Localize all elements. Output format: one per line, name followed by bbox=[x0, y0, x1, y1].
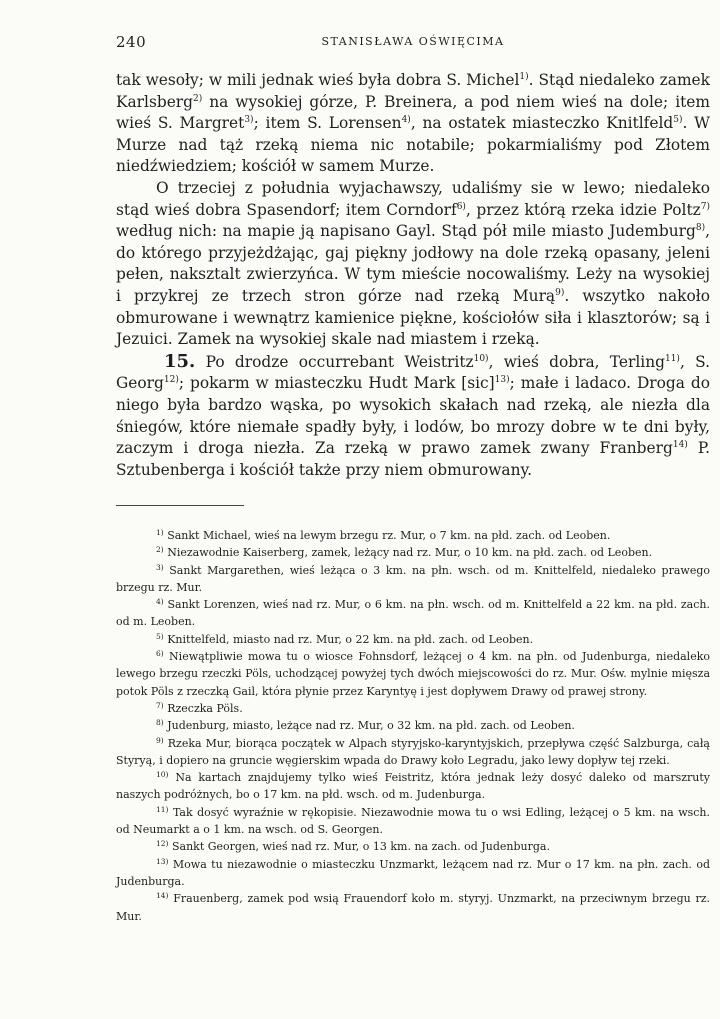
footnote-mark: 3) bbox=[156, 562, 164, 572]
footnote-mark: 12) bbox=[156, 839, 169, 849]
body-text: ; pokarm w miasteczku Hudt Mark [sic] bbox=[178, 374, 495, 393]
footnote-reference: 14) bbox=[672, 440, 688, 451]
footnote-text: Niezawodnie Kaiserberg, zamek, leżący nad rz. Mur, o 10 km. na płd. zach. od Leoben. bbox=[163, 546, 653, 560]
body-paragraph bbox=[116, 351, 710, 482]
main-text bbox=[116, 70, 710, 481]
footnote-mark: 7) bbox=[156, 700, 164, 710]
body-text: , na ostatek miasteczko Knitlfeld bbox=[410, 114, 674, 133]
footnote-mark: 9) bbox=[156, 735, 164, 745]
page-header bbox=[116, 33, 710, 53]
footnote-mark: 1) bbox=[156, 528, 164, 537]
body-text: , S. Georg bbox=[116, 352, 710, 393]
footnote-reference: 11) bbox=[664, 353, 680, 364]
footnotes bbox=[116, 527, 710, 925]
body-text: P. Sztubenberga i kościół także przy niem obmurowany. bbox=[116, 439, 710, 479]
footnote-reference: 10) bbox=[473, 353, 489, 364]
footnote bbox=[116, 856, 710, 891]
footnote-reference: 7) bbox=[700, 201, 710, 212]
footnote-reference: 12) bbox=[163, 375, 179, 386]
footnote-reference: 5) bbox=[673, 115, 683, 126]
footnote-text: Tak dosyć wyraźnie w rękopisie. Niezawodnie mowa tu o wsi Edling, leżącej o 5 km. na wsch. od Neumarkt a o 1 km. na wsch. od S. Georgen. bbox=[116, 805, 710, 837]
footnote bbox=[116, 838, 710, 855]
footnote-text: Knittelfeld, miasto nad rz. Mur, o 22 km. na płd. zach. od Leoben. bbox=[163, 632, 534, 646]
footnote-reference: 9) bbox=[555, 287, 565, 298]
footnote bbox=[116, 804, 710, 839]
body-paragraph bbox=[116, 70, 710, 178]
footnote-text: Rzeczka Pöls. bbox=[163, 701, 243, 715]
footnote-text: Judenburg, miasto, leżące nad rz. Mur, o 32 km. na płd. zach. od Leoben. bbox=[163, 719, 575, 733]
footnote-reference: 4) bbox=[401, 115, 411, 126]
body-paragraph bbox=[116, 178, 710, 351]
footnote-text: Frauenberg, zamek pod wsią Frauendorf koło m. styryj. Unzmarkt, na przeciwnym brzegu rz. Mur. bbox=[116, 892, 710, 923]
body-text: tak wesoły; w mili jednak wieś była dobra S. Michel bbox=[116, 71, 520, 89]
footnote-text: Rzeka Mur, biorąca początek w Alpach styryjsko-karyntyjskich, przepływa część Salzburga, całą Styryą, i dopiero na gruncie węgierskim wpada do Drawy koło Legradu, jako lewy dopływ tej rzeki. bbox=[116, 736, 710, 767]
body-text: . W Murze nad tąż rzeką niema nic notabile; pokarmialiśmy pod Złotem niedźwiedziem; kościół w samem Murze. bbox=[116, 114, 710, 176]
footnote bbox=[116, 527, 710, 544]
footnote bbox=[116, 648, 710, 700]
footnote-reference: 8) bbox=[695, 223, 706, 234]
footnote-mark: 8) bbox=[156, 718, 164, 728]
footnote-mark: 13) bbox=[156, 856, 169, 866]
body-text: na wysokiej górze, P. Breinera, a pod niem wieś na dole; item wieś S. Margret bbox=[116, 92, 710, 133]
body-text: ; item S. Lorensen bbox=[253, 114, 402, 133]
footnote-mark: 6) bbox=[156, 649, 164, 659]
body-text: . wszytko nakoło obmurowane i wewnątrz kamienice piękne, kościołów siła i klasztorów; są i Jezuici. Zamek na wysokiej skale nad miastem i rzeką. bbox=[116, 286, 710, 349]
footnote-mark: 4) bbox=[156, 597, 164, 607]
footnote-reference: 1) bbox=[519, 72, 529, 82]
page-number: 240 bbox=[116, 33, 147, 51]
footnote-text: Sankt Lorenzen, wieś nad rz. Mur, o 6 km. na płn. wsch. od m. Knittelfeld a 22 km. na płd. zach. od m. Leoben. bbox=[116, 598, 710, 629]
footnote-text: Na kartach znajdujemy tylko wieś Feistritz, która jednak leży dosyć daleko od marszruty naszych podróżnych, bo o 17 km. na płd. wsch. od m. Judenburga. bbox=[116, 771, 710, 802]
footnote-mark: 2) bbox=[156, 545, 164, 555]
footnote bbox=[116, 596, 710, 631]
footnote-text: Sankt Michael, wieś na lewym brzegu rz. Mur, o 7 km. na płd. zach. od Leoben. bbox=[163, 529, 611, 542]
footnote-mark: 10) bbox=[156, 770, 169, 780]
running-head: STANISŁAWA OŚWIĘCIMA bbox=[321, 35, 505, 48]
footnote-reference: 2) bbox=[193, 93, 203, 104]
footnote-text: Sankt Margarethen, wieś leżąca o 3 km. na płn. wsch. od m. Knittelfeld, niedaleko prawego brzegu rz. Mur. bbox=[116, 563, 710, 594]
footnote bbox=[116, 717, 710, 734]
footnote-mark: 14) bbox=[156, 891, 169, 901]
body-text: , przez którą rzeka idzie Poltz bbox=[465, 200, 701, 219]
footnote-separator bbox=[116, 505, 244, 506]
footnote-text: Mowa tu niezawodnie o miasteczku Unzmarkt, leżącem nad rz. Mur o 17 km. na płn. zach. od Judenburga. bbox=[116, 857, 710, 888]
body-text: . Stąd niedaleko zamek Karlsberg bbox=[116, 71, 710, 111]
body-text: , wieś dobra, Terling bbox=[488, 352, 665, 371]
section-number: 15. bbox=[164, 350, 196, 372]
body-text: O trzeciej z południa wyjachawszy, udaliśmy sie w lewo; niedaleko stąd wieś dobra Spasendorf; item Corndorf bbox=[116, 178, 710, 219]
footnote bbox=[116, 562, 710, 597]
footnote bbox=[116, 769, 710, 804]
footnote-text: Niewątpliwie mowa tu o wiosce Fohnsdorf, leżącej o 4 km. na płn. od Judenburga, niedaleko lewego brzegu rzeczki Pöls, uchodzącej powyżej tych dwóch miejscowości do rz. Mur. Ośw. mylnie mięsza potok Pöls z rzeczką Gail, która płynie przez Karyntyę i jest dopływem Drawy od prawej strony. bbox=[116, 650, 710, 698]
footnote bbox=[116, 700, 710, 717]
footnote bbox=[116, 890, 710, 925]
footnote-text: Sankt Georgen, wieś nad rz. Mur, o 13 km. na zach. od Judenburga. bbox=[168, 840, 550, 854]
footnote bbox=[116, 544, 710, 561]
footnote-reference: 6) bbox=[456, 201, 466, 212]
footnote bbox=[116, 735, 710, 770]
body-text: Po drodze occurrebant Weistritz bbox=[195, 352, 474, 371]
body-text: według nich: na mapie ją napisano Gayl. Stąd pół mile miasto Judemburg bbox=[116, 222, 696, 241]
body-text: ; małe i ladaco. Droga do niego była bardzo wąska, po wysokich skałach nad rzeką, ale niezła dla śniegów, które niemałe spadły były, i lodów, bo mrozy dobre w te dni były, zaczym i droga niezła. Za rzeką w prawo zamek zwany Franberg bbox=[116, 374, 710, 458]
footnote-mark: 5) bbox=[156, 631, 164, 641]
footnote-reference: 13) bbox=[494, 375, 510, 386]
footnote-mark: 11) bbox=[156, 804, 169, 814]
footnote-reference: 3) bbox=[244, 115, 254, 126]
footnote bbox=[116, 631, 710, 648]
body-text: , do którego przyjeżdżając, gaj piękny jodłowy na dole rzeką opasany, jeleni pełen, naksztalt zwierzyńca. W tym mieście nocowaliśmy. Leży na wysokiej i przykrej ze trzech stron górze nad rzeką Murą bbox=[116, 222, 710, 305]
